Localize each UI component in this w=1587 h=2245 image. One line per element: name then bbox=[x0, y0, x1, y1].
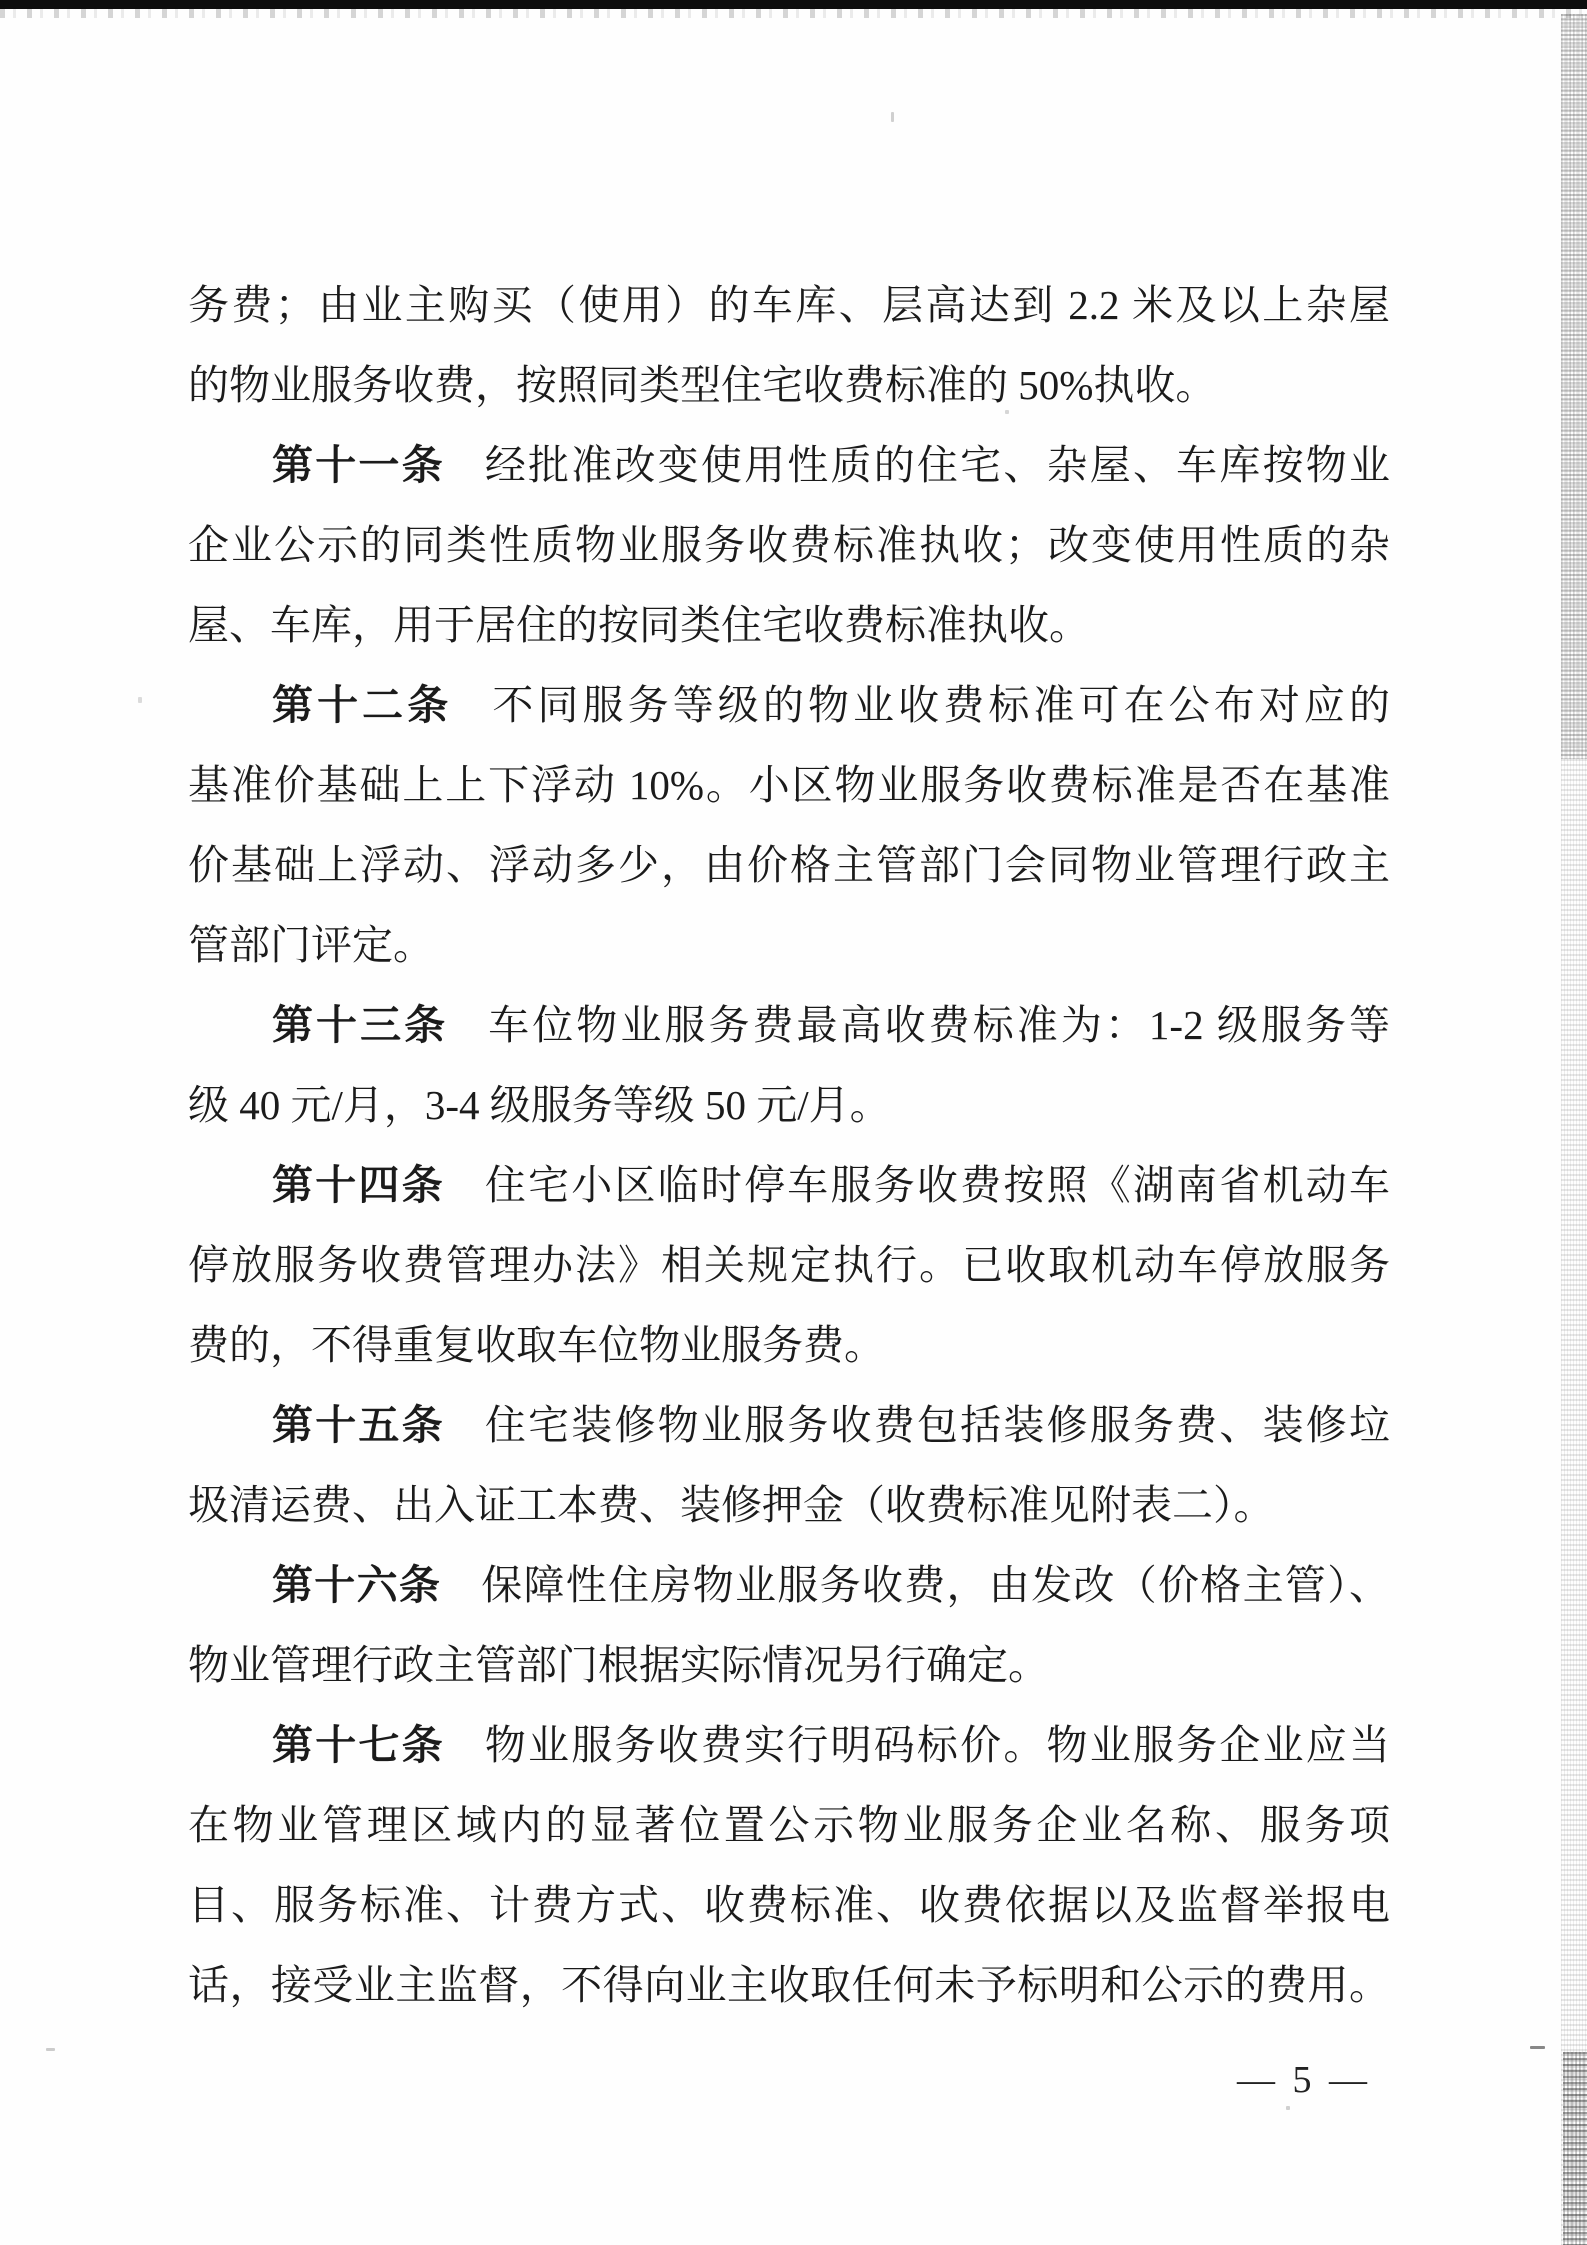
text-line bbox=[188, 1065, 1390, 1145]
line-text: 价基础上浮动、浮动多少，由价格主管部门会同物业管理行政主 bbox=[188, 842, 1390, 888]
scan-speck bbox=[1530, 2046, 1545, 2049]
text-line bbox=[188, 1545, 1390, 1625]
article-number: 第十二条 bbox=[272, 682, 453, 728]
document-body bbox=[188, 265, 1390, 2025]
article-number: 第十三条 bbox=[272, 1002, 449, 1048]
text-line bbox=[188, 665, 1390, 745]
text-line bbox=[188, 1465, 1390, 1545]
line-text: 物业服务收费实行明码标价。物业服务企业应当 bbox=[484, 1722, 1391, 1768]
scan-edge-artifact-right-lower bbox=[1563, 2052, 1587, 2245]
line-text: 车位物业服务费最高收费标准为：1-2 级服务等 bbox=[488, 1002, 1391, 1048]
text-line bbox=[188, 1705, 1390, 1785]
line-text: 费的，不得重复收取车位物业服务费。 bbox=[188, 1322, 885, 1368]
article-number: 第十六条 bbox=[272, 1562, 442, 1608]
line-text: 目、服务标准、计费方式、收费标准、收费依据以及监督举报电 bbox=[188, 1882, 1390, 1928]
text-line bbox=[188, 1785, 1390, 1865]
page-number: — 5 — bbox=[1237, 2059, 1371, 2101]
text-line bbox=[188, 1145, 1390, 1225]
line-text: 务费；由业主购买（使用）的车库、层高达到 2.2 米及以上杂屋 bbox=[188, 282, 1390, 328]
text-line bbox=[188, 1865, 1390, 1945]
text-line bbox=[188, 1385, 1390, 1465]
scan-speck bbox=[1286, 2106, 1290, 2110]
text-line bbox=[188, 345, 1390, 425]
line-text: 圾清运费、出入证工本费、装修押金（收费标准见附表二）。 bbox=[188, 1482, 1275, 1528]
text-line bbox=[188, 505, 1390, 585]
line-text: 保障性住房物业服务收费，由发改（价格主管）、 bbox=[481, 1562, 1391, 1608]
line-text: 屋、车库，用于居住的按同类住宅收费标准执收。 bbox=[188, 602, 1090, 648]
line-text: 基准价基础上上下浮动 10%。小区物业服务收费标准是否在基准 bbox=[188, 762, 1390, 808]
line-text: 的物业服务收费，按照同类型住宅收费标准的 50%执收。 bbox=[188, 362, 1217, 408]
line-text: 停放服务收费管理办法》相关规定执行。已收取机动车停放服务 bbox=[188, 1242, 1390, 1288]
line-text: 企业公示的同类性质物业服务收费标准执收；改变使用性质的杂 bbox=[188, 522, 1390, 568]
line-text: 经批准改变使用性质的住宅、杂屋、车库按物业 bbox=[484, 442, 1391, 488]
line-text: 在物业管理区域内的显著位置公示物业服务企业名称、服务项 bbox=[188, 1802, 1390, 1848]
scan-speck bbox=[138, 697, 142, 703]
line-text: 物业管理行政主管部门根据实际情况另行确定。 bbox=[188, 1642, 1049, 1688]
text-line bbox=[188, 425, 1390, 505]
scan-speck bbox=[1005, 410, 1009, 414]
text-line bbox=[188, 745, 1390, 825]
scan-speck bbox=[46, 2048, 55, 2051]
article-number: 第十七条 bbox=[272, 1722, 445, 1768]
scan-edge-dither-top bbox=[0, 9, 1587, 18]
text-line bbox=[188, 1225, 1390, 1305]
text-line bbox=[188, 1305, 1390, 1385]
text-line bbox=[188, 985, 1390, 1065]
line-text: 不同服务等级的物业收费标准可在公布对应的 bbox=[492, 682, 1391, 728]
scan-edge-artifact-top bbox=[0, 0, 1587, 9]
line-text: 管部门评定。 bbox=[188, 922, 434, 968]
text-line bbox=[188, 585, 1390, 665]
text-line bbox=[188, 825, 1390, 905]
scan-speck bbox=[1197, 778, 1201, 782]
scan-speck bbox=[891, 112, 894, 122]
line-text: 住宅小区临时停车服务收费按照《湖南省机动车 bbox=[484, 1162, 1391, 1208]
article-number: 第十一条 bbox=[272, 442, 445, 488]
text-line bbox=[188, 905, 1390, 985]
line-text: 住宅装修物业服务收费包括装修服务费、装修垃 bbox=[484, 1402, 1391, 1448]
line-text: 话，接受业主监督，不得向业主收取任何未予标明和公示的费用。 bbox=[188, 1962, 1390, 2008]
text-line bbox=[188, 1945, 1390, 2025]
line-text: 级 40 元/月，3-4 级服务等级 50 元/月。 bbox=[188, 1082, 891, 1128]
text-line bbox=[188, 1625, 1390, 1705]
article-number: 第十五条 bbox=[272, 1402, 445, 1448]
text-line bbox=[188, 265, 1390, 345]
article-number: 第十四条 bbox=[272, 1162, 445, 1208]
scan-edge-artifact-right-upper bbox=[1561, 14, 1587, 759]
